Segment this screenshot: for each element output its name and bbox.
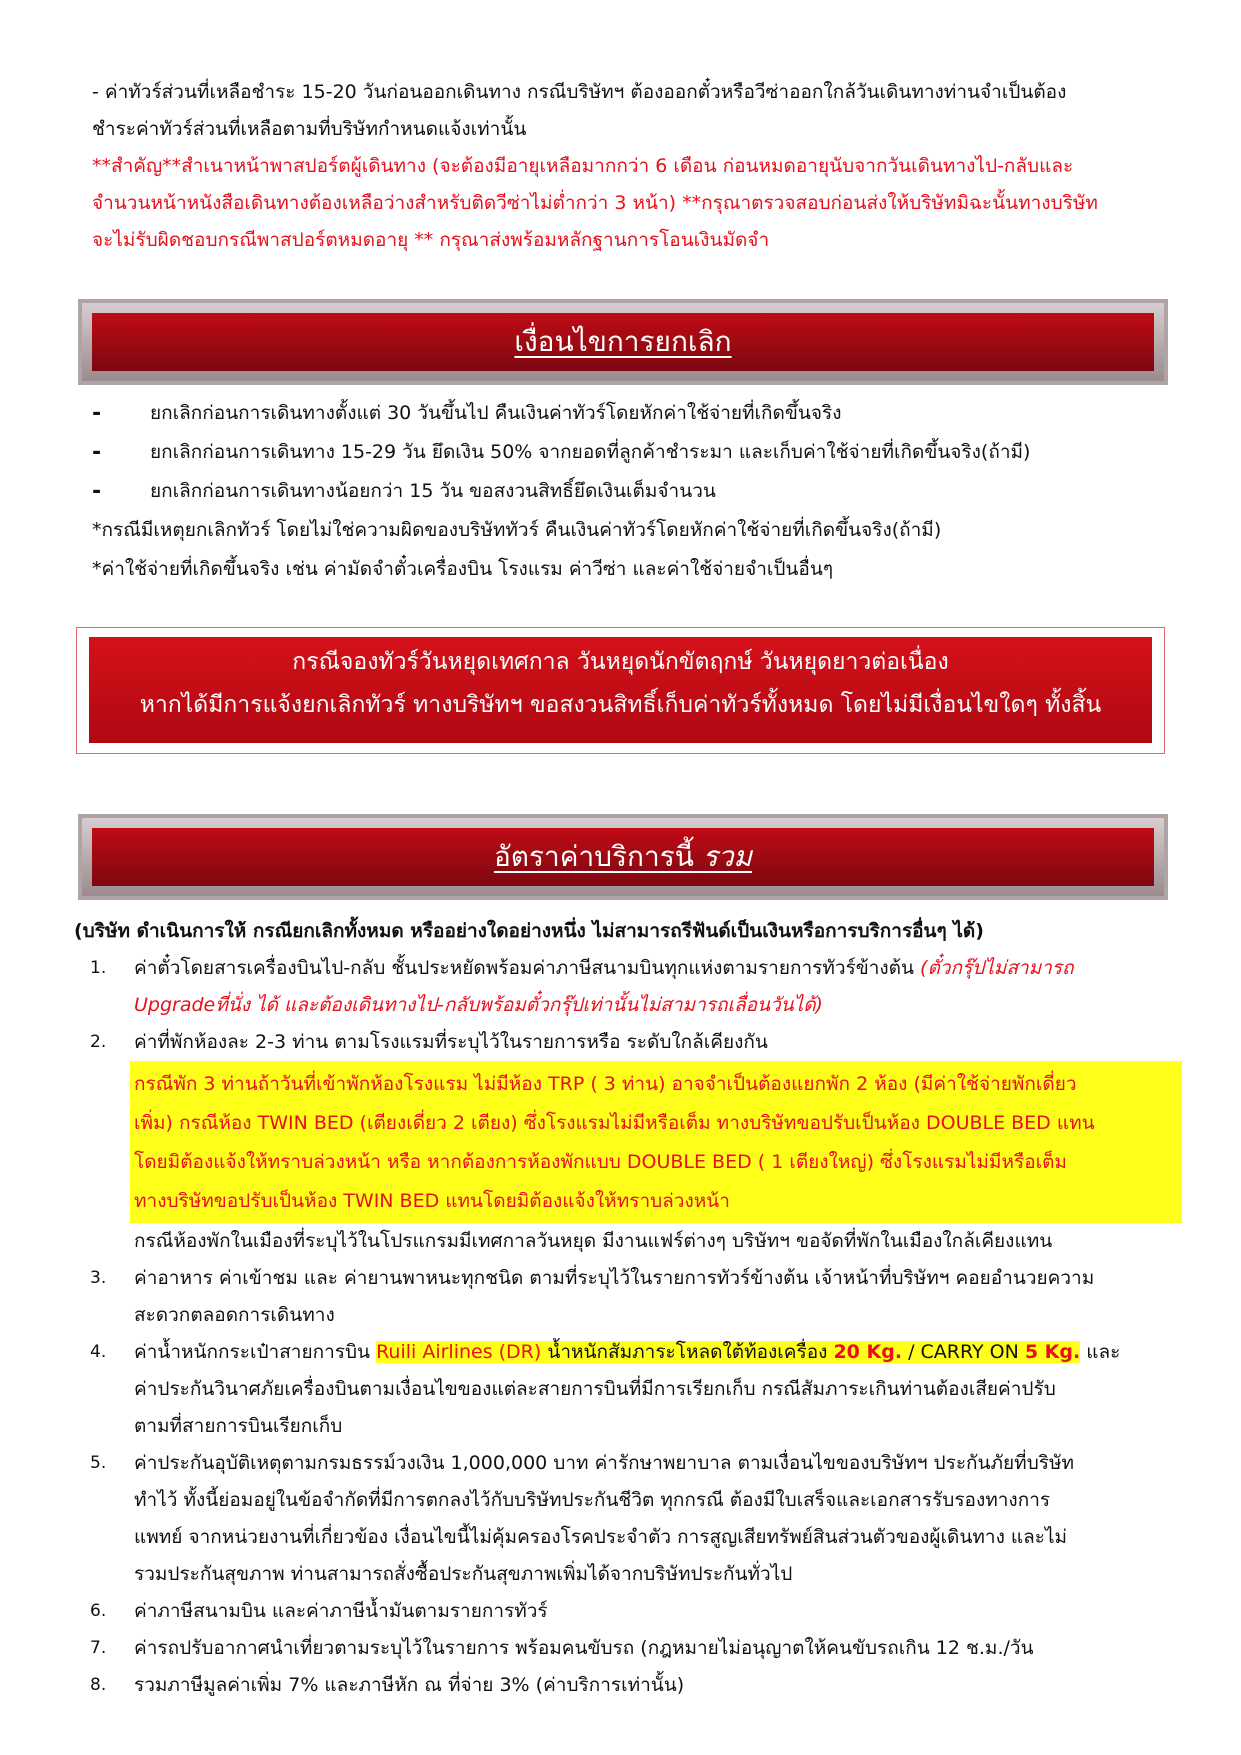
list-item — [92, 433, 1192, 472]
list-dash: - — [92, 401, 102, 426]
list-number: 6. — [90, 1601, 107, 1621]
carry-on-weight: 5 Kg. — [1024, 1341, 1081, 1363]
payment-terms-block — [92, 74, 1192, 259]
rates-subheading: (บริษัท ดำเนินการให้ กรณียกเลิกทั้งหมด หรืออย่างใดอย่างหนึ่ง ไม่สามารถรีฟันด์เป็นเงินหรือการบริการอื่นๆ ได้) — [74, 920, 984, 942]
airline-name: Ruili Airlines (DR) — [376, 1341, 542, 1363]
cancel-section-banner — [78, 299, 1168, 385]
list-item: 7. ค่ารถปรับอากาศนำเที่ยวตามระบุไว้ในรายการ พร้อมคนขับรถ (กฎหมายไม่อนุญาตให้คนขับรถเกิน 12 ช.ม./วัน — [90, 1630, 1210, 1667]
cancel-section-title: เงื่อนไขการยกเลิก — [514, 325, 732, 358]
list-item: 8. รวมภาษีมูลค่าเพิ่ม 7% และภาษีหัก ณ ที่จ่าย 3% (ค่าบริการเท่านั้น) — [90, 1667, 1210, 1704]
list-dash: - — [92, 479, 102, 504]
list-number: 8. — [90, 1675, 107, 1695]
holiday-warning-line-1: กรณีจองทัวร์วันหยุดเทศกาล วันหยุดนักขัตฤกษ์ วันหยุดยาวต่อเนื่อง — [292, 649, 949, 675]
list-item — [92, 394, 1192, 433]
list-number: 2. — [90, 1032, 107, 1052]
list-item: 4. ค่าน้ำหนักกระเป๋าสายการบิน Ruili Airlines (DR) น้ำหนักสัมภาระโหลดใต้ท้องเครื่อง 20 Kg. / CARRY ON 5 Kg. และ ค่าประกันวินาศภัยเครื่องบินตามเงื่อนไขของแต่ละสายการบินที่มีการเรียกเก็บ กรณีสัมภาระเกินท่านต้องเสียค่าปรับ ตามที่สายการบินเรียกเก็บ — [90, 1334, 1210, 1445]
list-item-text: ยกเลิกก่อนการเดินทาง 15-29 วัน ยึดเงิน 50% จากยอดที่ลูกค้าชำระมา และเก็บค่าใช้จ่ายที่เกิดขึ้นจริง(ถ้ามี) — [150, 441, 1031, 463]
list-item: 1. ค่าตั๋วโดยสารเครื่องบินไป-กลับ ชั้นประหยัดพร้อมค่าภาษีสนามบินทุกแห่งตามรายการทัวร์ข้างต้น (ตั๋วกรุ๊ปไม่สามารถ Upgradeที่นั่ง ได้ และต้องเดินทางไป-กลับพร้อมตั๋วกรุ๊ปเท่านั้นไม่สามารถเลื่อนวันได้) — [90, 950, 1210, 1024]
passport-note-line-1: **สำคัญ**สำเนาหน้าพาสปอร์ตผู้เดินทาง (จะต้องมีอายุเหลือมากกว่า 6 เดือน ก่อนหมดอายุนับจากวันเดินทางไป-กลับและ — [92, 155, 1074, 177]
payment-line-2: ชำระค่าทัวร์ส่วนที่เหลือตามที่บริษัทกำหนดแจ้งเท่านั้น — [92, 118, 527, 140]
list-number: 3. — [90, 1268, 107, 1288]
rates-included-list — [90, 950, 1210, 1704]
payment-line-1: - ค่าทัวร์ส่วนที่เหลือชำระ 15-20 วันก่อนออกเดินทาง กรณีบริษัทฯ ต้องออกตั๋วหรือวีซ่าออกใกล้วันเดินทางท่านจำเป็นต้อง — [92, 81, 1067, 103]
list-item-text: ยกเลิกก่อนการเดินทางตั้งแต่ 30 วันขึ้นไป คืนเงินค่าทัวร์โดยหักค่าใช้จ่ายที่เกิดขึ้นจริง — [150, 402, 842, 424]
list-dash: - — [92, 440, 102, 465]
cancel-note-1: *กรณีมีเหตุยกเลิกทัวร์ โดยไม่ใช่ความผิดของบริษัททัวร์ คืนเงินค่าทัวร์โดยหักค่าใช้จ่ายที่เกิดขึ้นจริง(ถ้ามี) — [92, 519, 942, 541]
list-number: 7. — [90, 1638, 107, 1658]
list-number: 1. — [90, 958, 107, 978]
holiday-warning-line-2: หากได้มีการแจ้งยกเลิกทัวร์ ทางบริษัทฯ ขอสงวนสิทธิ์เก็บค่าทัวร์ทั้งหมด โดยไม่มีเงื่อนไขใดๆ ทั้งสิ้น — [139, 692, 1102, 718]
list-item — [92, 472, 1192, 511]
room-note-highlight: กรณีพัก 3 ท่านถ้าวันที่เข้าพักห้องโรงแรม ไม่มีห้อง TRP ( 3 ท่าน) อาจจำเป็นต้องแยกพัก 2 ห้อง (มีค่าใช้จ่ายพักเดี่ยว เพิ่ม) กรณีห้อง TWIN BED (เตียงเดี่ยว 2 เตียง) ซึ่งโรงแรมไม่มีหรือเต็ม ทางบริษัทขอปรับเป็นห้อง DOUBLE BED แทน โดยมิต้องแจ้งให้ทราบล่วงหน้า หรือ หากต้องการห้องพักแบบ DOUBLE BED ( 1 เตียงใหญ่) ซึ่งโรงแรมไม่มีหรือเต็ม ทางบริษัทขอปรับเป็นห้อง TWIN BED แทนโดยมิต้องแจ้งให้ทราบล่วงหน้า — [130, 1061, 1182, 1223]
checked-baggage-weight: 20 Kg. — [833, 1341, 903, 1363]
passport-note-line-2: จำนวนหน้าหนังสือเดินทางต้องเหลือว่างสำหรับติดวีซ่าไม่ต่ำกว่า 3 หน้า) **กรุณาตรวจสอบก่อนส่งให้บริษัทมิฉะนั้นทางบริษัท — [92, 192, 1098, 214]
passport-note-line-3: จะไม่รับผิดชอบกรณีพาสปอร์ตหมดอายุ ** กรุณาส่งพร้อมหลักฐานการโอนเงินมัดจำ — [92, 229, 770, 251]
cancel-note-2: *ค่าใช้จ่ายที่เกิดขึ้นจริง เช่น ค่ามัดจำตั๋วเครื่องบิน โรงแรม ค่าวีซ่า และค่าใช้จ่ายจำเป็นอื่นๆ — [92, 558, 834, 580]
holiday-warning-box — [76, 627, 1165, 754]
rates-section-banner — [78, 814, 1168, 900]
list-number: 4. — [90, 1342, 107, 1362]
cancel-conditions-list — [92, 394, 1192, 589]
list-item: 2. ค่าที่พักห้องละ 2-3 ท่าน ตามโรงแรมที่ระบุไว้ในรายการหรือ ระดับใกล้เคียงกัน กรณีพัก 3 ท่านถ้าวันที่เข้าพักห้องโรงแรม ไม่มีห้อง TRP ( 3 ท่าน) อาจจำเป็นต้องแยกพัก 2 ห้อง (มีค่าใช้จ่ายพักเดี่ยว เพิ่ม) กรณีห้อง TWIN BED (เตียงเดี่ยว 2 เตียง) ซึ่งโรงแรมไม่มีหรือเต็ม ทางบริษัทขอปรับเป็นห้อง DOUBLE BED แทน โดยมิต้องแจ้งให้ทราบล่วงหน้า หรือ หากต้องการห้องพักแบบ DOUBLE BED ( 1 เตียงใหญ่) ซึ่งโรงแรมไม่มีหรือเต็ม ทางบริษัทขอปรับเป็นห้อง TWIN BED แทนโดยมิต้องแจ้งให้ทราบล่วงหน้า กรณีห้องพักในเมืองที่ระบุไว้ในโปรแกรมมีเทศกาลวันหยุด มีงานแฟร์ต่างๆ บริษัทฯ ขอจัดที่พักในเมืองใกล้เคียงแทน — [90, 1024, 1210, 1260]
rates-section-title: อัตราค่าบริการนี้ รวม — [493, 840, 752, 873]
list-item: 3. ค่าอาหาร ค่าเข้าชม และ ค่ายานพาหนะทุกชนิด ตามที่ระบุไว้ในรายการทัวร์ข้างต้น เจ้าหน้าที่บริษัทฯ คอยอำนวยความ สะดวกตลอดการเดินทาง — [90, 1260, 1210, 1334]
list-number: 5. — [90, 1453, 107, 1473]
list-item: 6. ค่าภาษีสนามบิน และค่าภาษีน้ำมันตามรายการทัวร์ — [90, 1593, 1210, 1630]
list-item-text: ยกเลิกก่อนการเดินทางน้อยกว่า 15 วัน ขอสงวนสิทธิ์ยึดเงินเต็มจำนวน — [150, 480, 716, 502]
list-item: 5. ค่าประกันอุบัติเหตุตามกรมธรรม์วงเงิน 1,000,000 บาท ค่ารักษาพยาบาล ตามเงื่อนไขของบริษัทฯ ประกันภัยที่บริษัท ทำไว้ ทั้งนี้ย่อมอยู่ในข้อจำกัดที่มีการตกลงไว้กับบริษัทประกันชีวิต ทุกกรณี ต้องมีใบเสร็จและเอกสารรับรองทางการ แพทย์ จากหน่วยงานที่เกี่ยวข้อง เงื่อนไขนี้ไม่คุ้มครองโรคประจำตัว การสูญเสียทรัพย์สินส่วนตัวของผู้เดินทาง และไม่ รวมประกันสุขภาพ ท่านสามารถสั่งซื้อประกันสุขภาพเพิ่มได้จากบริษัทประกันทั่วไป — [90, 1445, 1210, 1593]
